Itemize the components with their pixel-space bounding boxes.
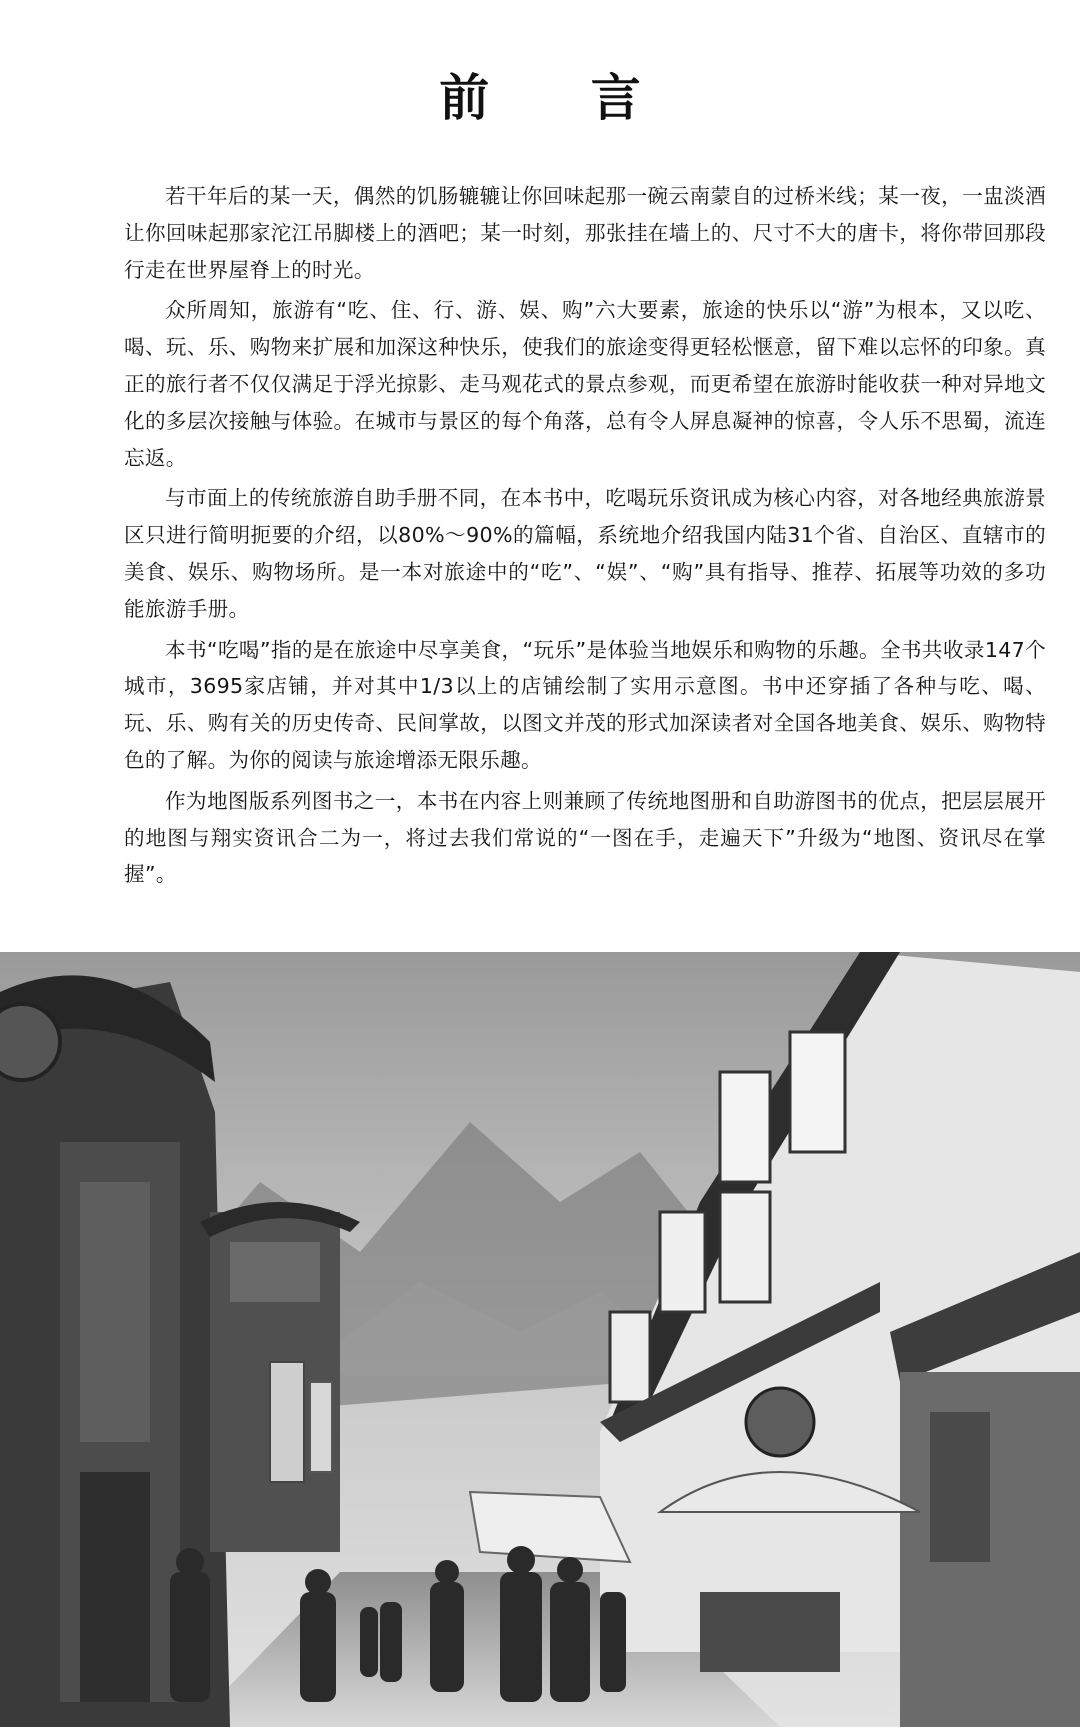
paragraph: 与市面上的传统旅游自助手册不同，在本书中，吃喝玩乐资讯成为核心内容，对各地经典旅游景区只进行简明扼要的介绍，以80%～90%的篇幅，系统地介绍我国内陆31个省、自治区、直辖市的美食、娱乐、购物场所。是一本对旅途中的“吃”、“娱”、“购”具有指导、推荐、拓展等功效的多功能旅游手册。 (124, 486, 1046, 621)
paragraph: 本书“吃喝”指的是在旅途中尽享美食，“玩乐”是体验当地娱乐和购物的乐趣。全书共收录147个城市，3695家店铺，并对其中1/3以上的店铺绘制了实用示意图。书中还穿插了各种与吃、喝、玩、乐、购有关的历史传奇、民间掌故，以图文并茂的形式加深读者对全国各地美食、娱乐、购物特色的了解。为你的阅读与旅途增添无限乐趣。 (124, 637, 1046, 772)
paragraph: 若干年后的某一天，偶然的饥肠辘辘让你回味起那一碗云南蒙自的过桥米线；某一夜，一盅淡酒让你回味起那家沱江吊脚楼上的酒吧；某一时刻，那张挂在墙上的、尺寸不大的唐卡，将你带回那段行走在世界屋脊上的时光。 (124, 184, 1046, 282)
paragraph: 作为地图版系列图书之一，本书在内容上则兼顾了传统地图册和自助游图书的优点，把层层展开的地图与翔实资讯合二为一，将过去我们常说的“一图在手，走遍天下”升级为“地图、资讯尽在掌握”。 (124, 788, 1046, 887)
preface-body (124, 178, 1046, 897)
paragraph: 众所周知，旅游有“吃、住、行、游、娱、购”六大要素，旅途的快乐以“游”为根本，又以吃、喝、玩、乐、购物来扩展和加深这种快乐，使我们的旅途变得更轻松惬意，留下难以忘怀的印象。真正的旅行者不仅仅满足于浮光掠影、走马观花式的景点参观，而更希望在旅游时能收获一种对异地文化的多层次接触与体验。在城市与景区的每个角落，总有令人屏息凝神的惊喜，令人乐不思蜀，流连忘返。 (124, 298, 1046, 470)
page-title: 前 言 (439, 68, 683, 127)
street-photo (0, 952, 1080, 1727)
